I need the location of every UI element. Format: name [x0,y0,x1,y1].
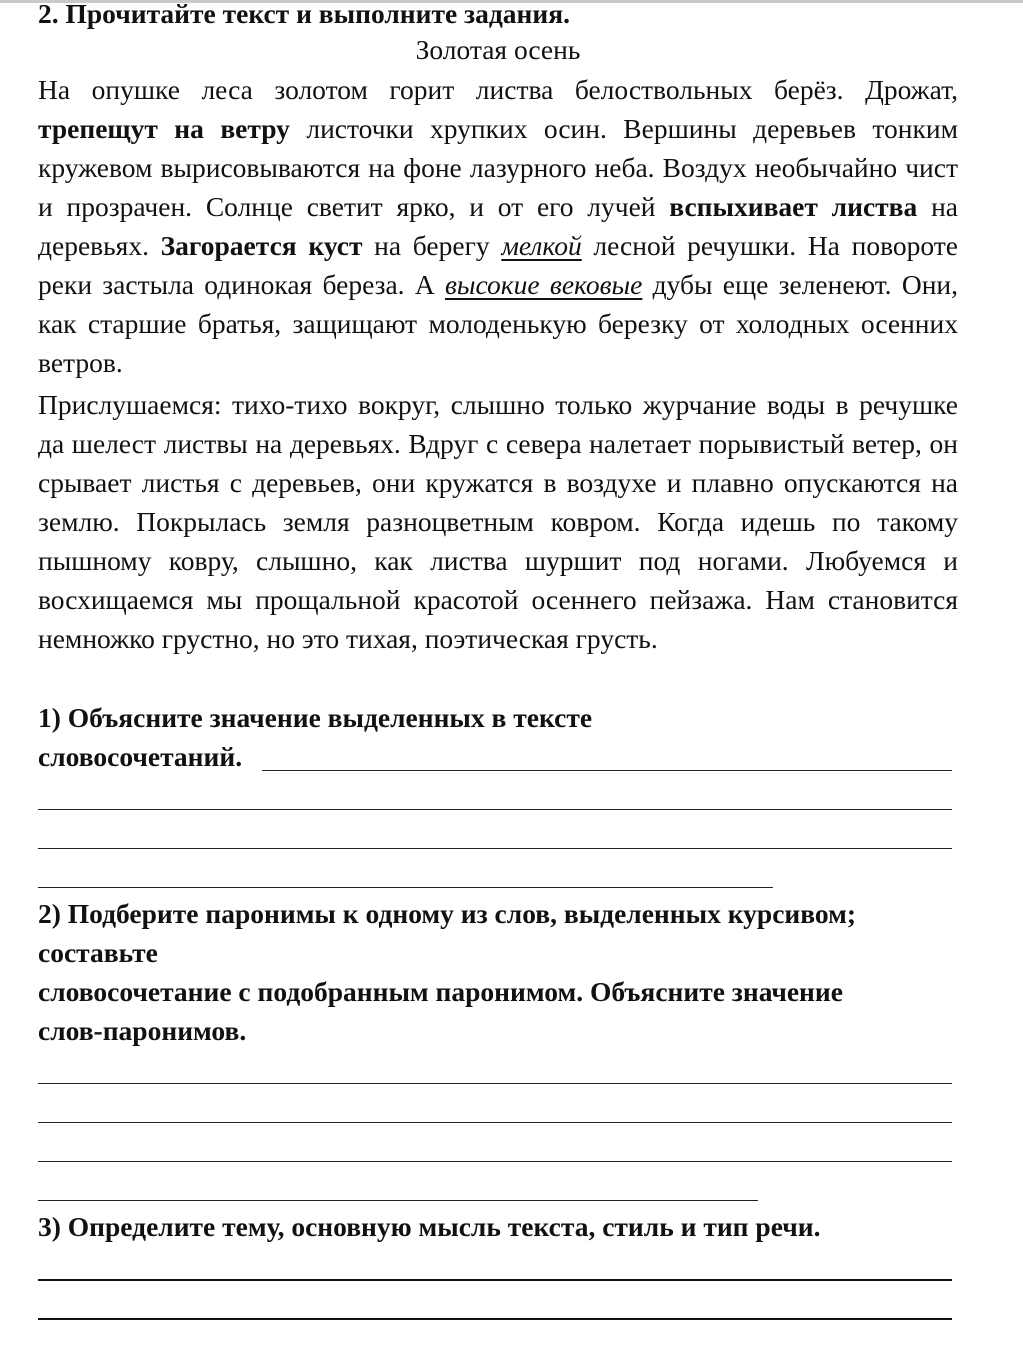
question-1-line-1: 1) Объясните значение выделенных в тексте [38,702,593,733]
answer-line-q3-2[interactable] [38,1318,952,1320]
italic-word-1: мелкой [501,230,582,261]
task-title: 2. Прочитайте текст и выполните задания. [38,0,570,29]
text-title: Золотая осень [415,34,581,65]
answer-line-q1-1[interactable] [262,770,952,771]
question-1-line-2: словосочетаний. [38,741,243,772]
italic-word-2: высокие вековые [444,269,643,300]
paragraph-1 [38,70,958,382]
answer-line-q1-3[interactable] [38,848,952,849]
answer-line-q3-1[interactable] [38,1279,952,1281]
highlighted-phrase-2: вспыхивает листва [669,191,918,222]
paragraph-2: Прислушаемся: тихо-тихо вокруг, слышно только журчание воды в речушке да шелест листвы на деревьях. Вдруг с севера налетает порывистый ветер, он срывает листья с деревьев, они кружатся в воздухе и плавно опускаются на землю. Покрылась земля разноцветным ковром. Когда идешь по такому пышному ковру, слышно, как листва шуршит под ногами. Любуемся и восхищаемся мы прощальной красотой осеннего пейзажа. Нам становится немножко грустно, но это тихая, поэтическая грусть. [38,389,958,654]
highlighted-phrase-3: Загорается куст [160,230,363,261]
para1-text-4: на берегу [362,230,502,261]
answer-line-q1-4[interactable] [38,887,773,888]
para1-text-6: дубы еще зеленеют. Они, как старшие братья, защищают молоденькую березку от холодных осенних ветров. [38,269,958,378]
question-2-line-3: словосочетание с подобранным паронимом. Объясните значение [38,976,843,1007]
question-2-line-1: 2) Подберите паронимы к одному из слов, выделенных курсивом; [38,898,857,929]
answer-line-q2-3[interactable] [38,1161,952,1162]
answer-line-q2-1[interactable] [38,1083,952,1084]
answer-line-q2-2[interactable] [38,1122,952,1123]
question-2-line-2: составьте [38,937,158,968]
highlighted-phrase-1: трепещут на ветру [38,113,290,144]
para1-text-2: листочки хрупких осин. Вершины деревьев тонким кружевом вырисовываются на фоне лазурного неба. Воздух необычайно чист и прозрачен. Солнце светит ярко, и от его лучей [38,113,959,222]
para1-text-3: на деревьях. [38,191,958,261]
question-3: 3) Определите тему, основную мысль текста, стиль и тип речи. [38,1211,821,1242]
answer-line-q1-2[interactable] [38,809,952,810]
question-2-line-4: слов-паронимов. [38,1015,247,1046]
answer-line-q2-4[interactable] [38,1200,758,1201]
para1-text-5: лесной речушки. На повороте реки застыла одинокая береза. А [38,230,958,300]
para1-text-1: На опушке леса золотом горит листва белоствольных берёз. Дрожат, [38,74,958,105]
